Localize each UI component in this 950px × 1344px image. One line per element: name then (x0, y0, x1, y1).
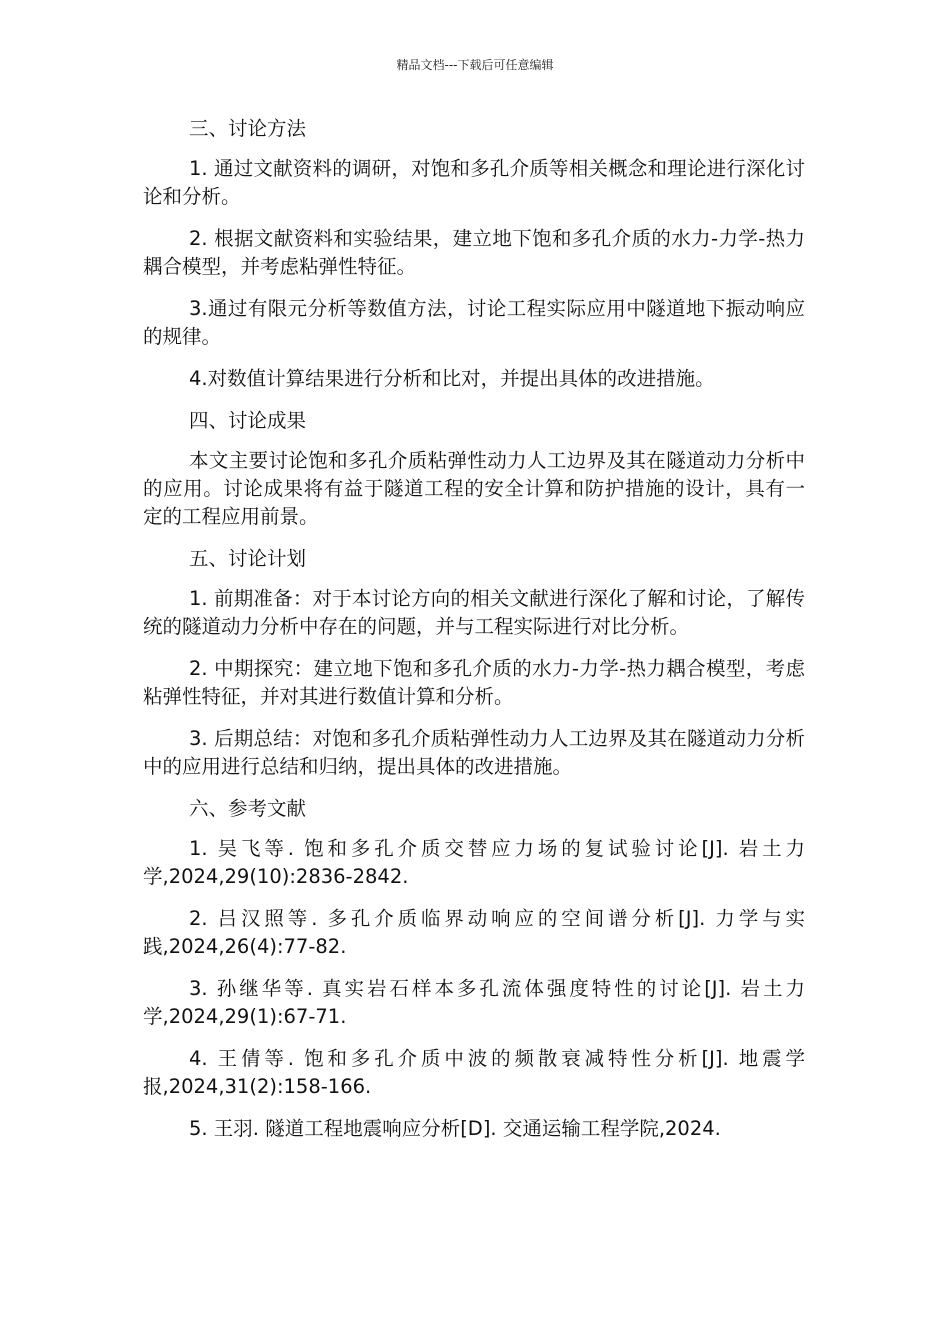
method-item-4: 4.对数值计算结果进行分析和比对，并提出具体的改进措施。 (189, 367, 715, 390)
section-heading-results: 四、讨论成果 (189, 409, 307, 432)
section-heading-methods: 三、讨论方法 (189, 117, 307, 140)
document-body (143, 115, 805, 1157)
section-heading-plan: 五、讨论计划 (189, 547, 307, 570)
plan-item-1: 1. 前期准备：对于本讨论方向的相关文献进行深化了解和讨论，了解传统的隧道动力分析中存在的问题，并与工程实际进行对比分析。 (143, 587, 805, 638)
results-paragraph: 本文主要讨论饱和多孔介质粘弹性动力人工边界及其在隧道动力分析中的应用。讨论成果将有益于隧道工程的安全计算和防护措施的设计，具有一定的工程应用前景。 (143, 449, 805, 528)
method-item-1: 1. 通过文献资料的调研，对饱和多孔介质等相关概念和理论进行深化讨论和分析。 (143, 157, 805, 208)
plan-item-3: 3. 后期总结：对饱和多孔介质粘弹性动力人工边界及其在隧道动力分析中的应用进行总结和归纳，提出具体的改进措施。 (143, 727, 805, 778)
method-item-2: 2. 根据文献资料和实验结果，建立地下饱和多孔介质的水力-力学-热力耦合模型，并考虑粘弹性特征。 (143, 227, 805, 278)
reference-item-4: 4. 王倩等. 饱和多孔介质中波的频散衰减特性分析[J]. 地震学报,2024,31(2):158-166. (143, 1047, 805, 1098)
reference-item-3: 3. 孙继华等. 真实岩石样本多孔流体强度特性的讨论[J]. 岩土力学,2024,29(1):67-71. (143, 977, 805, 1028)
reference-item-2: 2. 吕汉照等. 多孔介质临界动响应的空间谱分析[J]. 力学与实践,2024,26(4):77-82. (143, 907, 805, 958)
reference-item-1: 1. 吴飞等. 饱和多孔介质交替应力场的复试验讨论[J]. 岩土力学,2024,29(10):2836-2842. (143, 837, 805, 888)
plan-item-2: 2. 中期探究：建立地下饱和多孔介质的水力-力学-热力耦合模型，考虑粘弹性特征，并对其进行数值计算和分析。 (143, 657, 805, 708)
section-heading-references: 六、参考文献 (189, 797, 307, 820)
reference-item-5: 5. 王羽. 隧道工程地震响应分析[D]. 交通运输工程学院,2024. (189, 1117, 721, 1140)
method-item-3: 3.通过有限元分析等数值方法，讨论工程实际应用中隧道地下振动响应的规律。 (143, 297, 805, 348)
page-header: 精品文档---下载后可任意编辑 (396, 58, 554, 72)
